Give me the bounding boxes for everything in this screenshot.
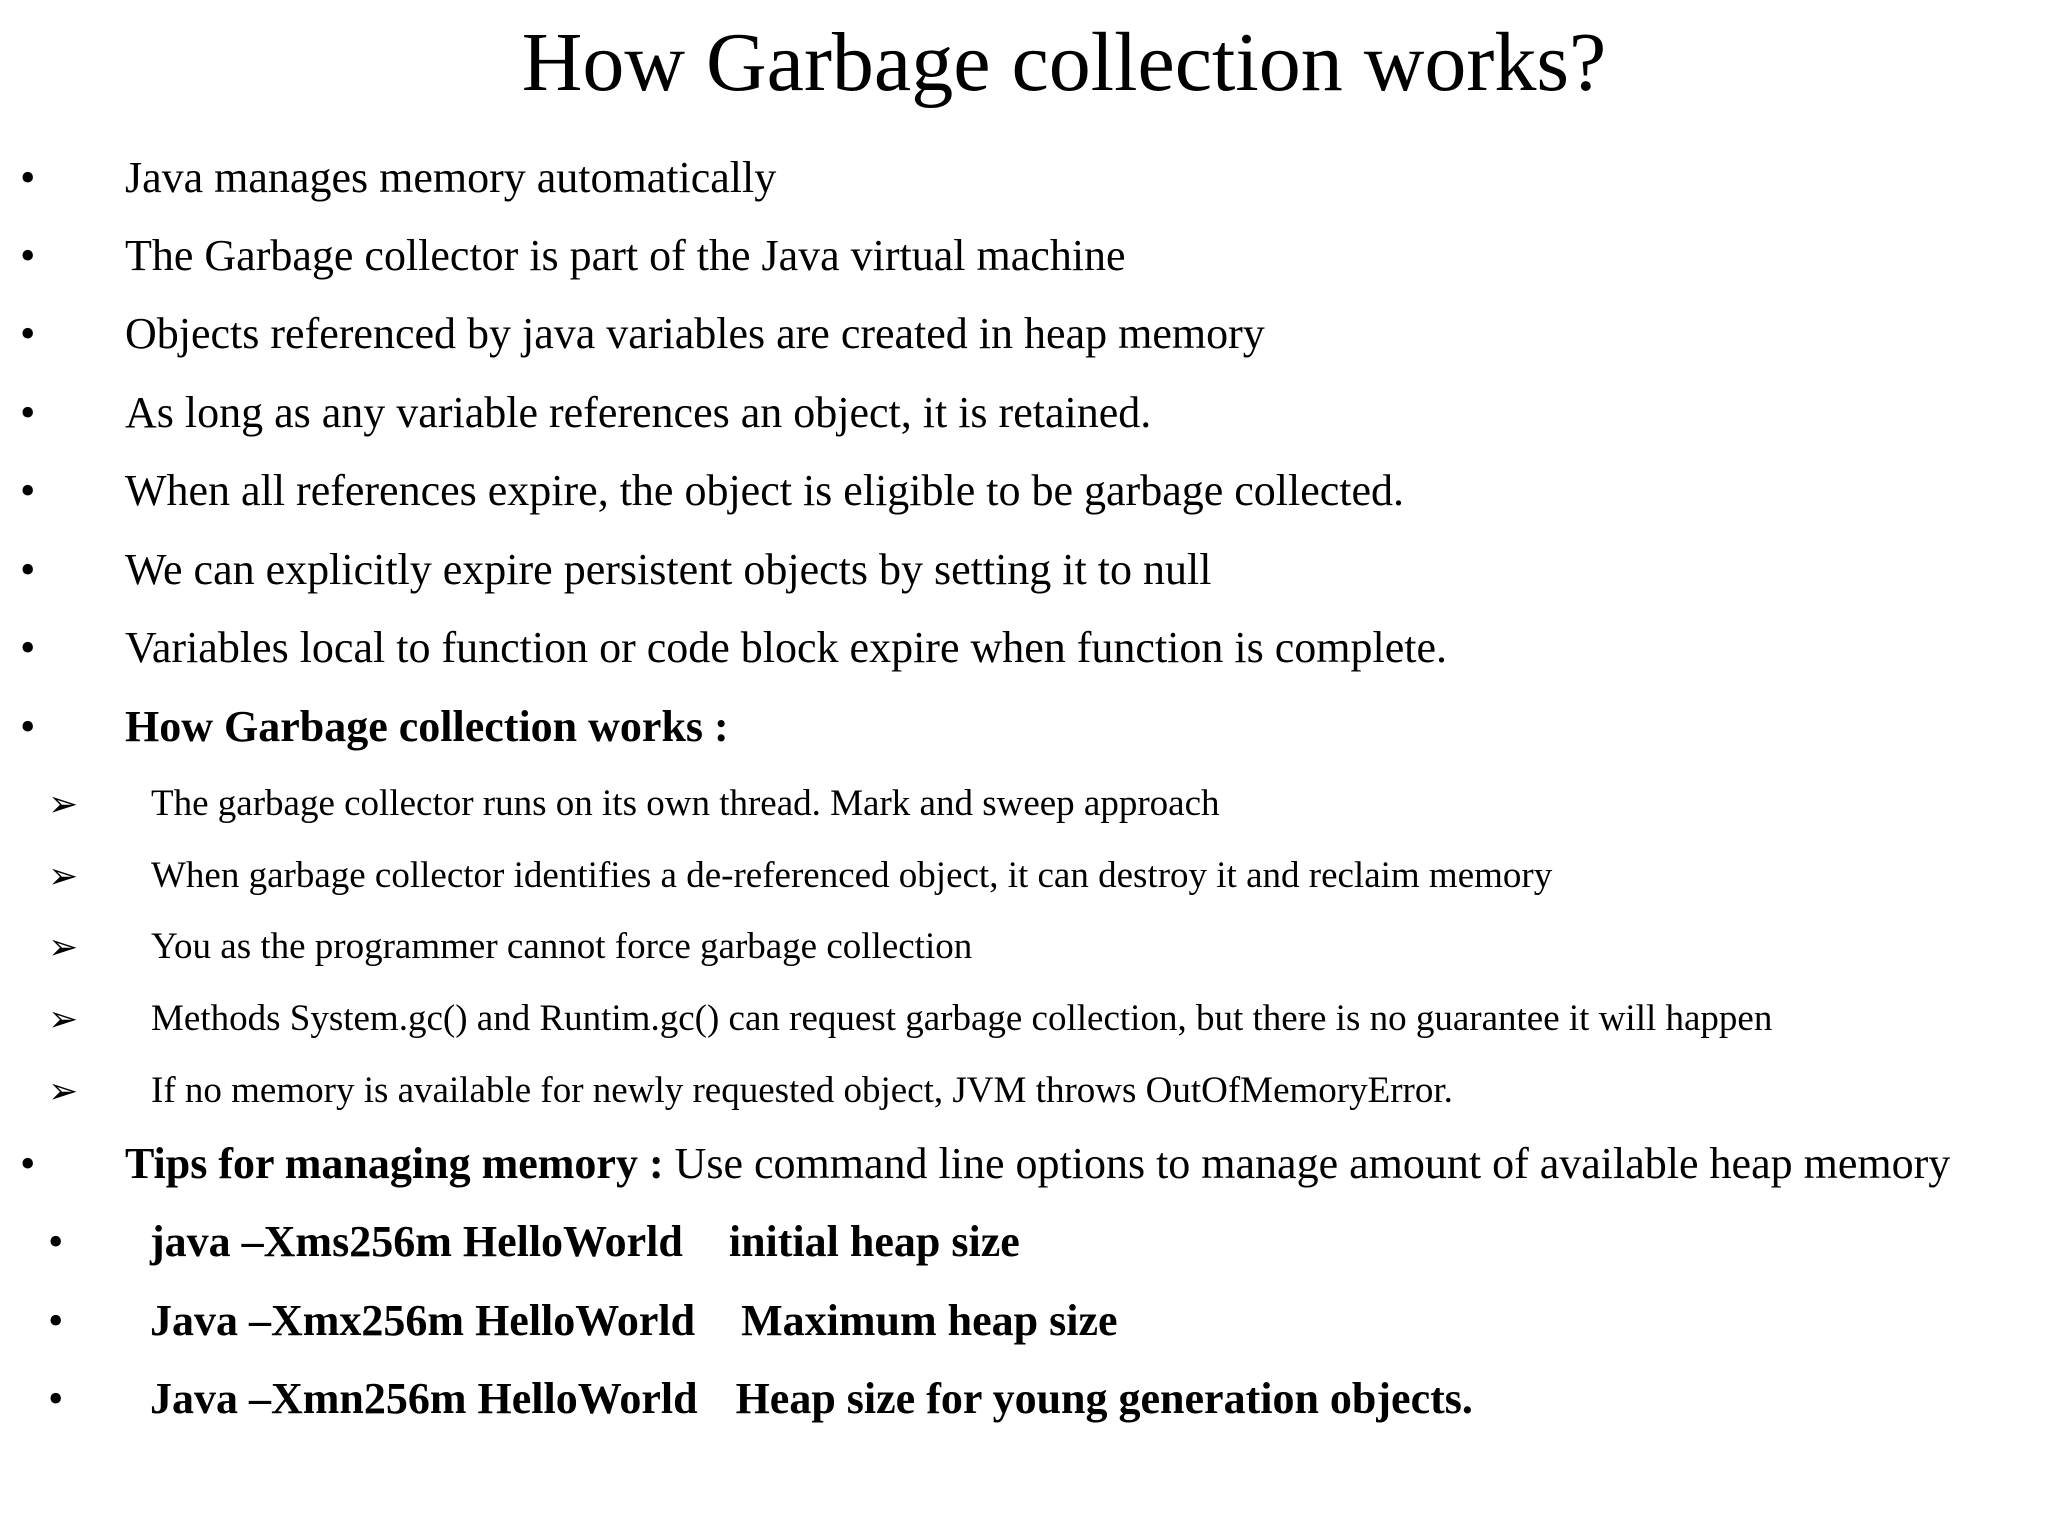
bullet-icon: • <box>20 388 36 437</box>
bullet-icon: • <box>20 153 36 202</box>
sub-bullet-text: The garbage collector runs on its own thread. Mark and sweep approach <box>151 783 1220 824</box>
bullet-text: Variables local to function or code block expire when function is complete. <box>125 623 1448 672</box>
bullet-text: When all references expire, the object is eligible to be garbage collected. <box>125 466 1405 515</box>
command-text: Java –Xmx256m HelloWorld <box>150 1296 696 1345</box>
bullet-icon: • <box>20 623 36 672</box>
arrow-bullet-icon: ➢ <box>48 999 79 1039</box>
bullet-icon: • <box>20 1139 36 1188</box>
sub-bullet-text: You as the programmer cannot force garbage collection <box>151 926 973 967</box>
arrow-bullet-icon: ➢ <box>48 1071 79 1111</box>
tips-line <box>125 1134 1950 1194</box>
bullet-icon: • <box>20 545 36 594</box>
bullet-icon: • <box>48 1374 64 1423</box>
command-text: Java –Xmn256m HelloWorld <box>150 1374 698 1423</box>
sub-bullet-text: If no memory is available for newly requested object, JVM throws OutOfMemoryError. <box>151 1070 1453 1111</box>
command-line <box>150 1369 1473 1429</box>
sub-bullet-text: When garbage collector identifies a de-referenced object, it can destroy it and reclaim memory <box>151 855 1553 896</box>
bullet-icon: • <box>48 1296 64 1345</box>
bullet-text: Java manages memory automatically <box>125 153 777 202</box>
bullet-icon: • <box>48 1217 64 1266</box>
bullet-text: The Garbage collector is part of the Java virtual machine <box>125 231 1126 280</box>
arrow-bullet-icon: ➢ <box>48 784 79 824</box>
bullet-icon: • <box>20 309 36 358</box>
command-description: initial heap size <box>728 1217 1020 1266</box>
arrow-bullet-icon: ➢ <box>48 856 79 896</box>
command-description: Maximum heap size <box>741 1296 1118 1345</box>
bullet-text: We can explicitly expire persistent objects by setting it to null <box>125 545 1212 594</box>
bullet-text: Objects referenced by java variables are created in heap memory <box>125 309 1265 358</box>
tips-label: Tips for managing memory : <box>125 1139 664 1188</box>
sub-bullet-text: Methods System.gc() and Runtim.gc() can request garbage collection, but there is no guarantee it will happen <box>151 998 1773 1039</box>
slide-title: How Garbage collection works? <box>521 16 1607 109</box>
bullet-icon: • <box>20 702 36 751</box>
bullet-icon: • <box>20 231 36 280</box>
command-line <box>150 1212 1020 1272</box>
command-description: Heap size for young generation objects. <box>735 1374 1473 1423</box>
arrow-bullet-icon: ➢ <box>48 927 79 967</box>
bullet-text: As long as any variable references an object, it is retained. <box>125 388 1152 437</box>
bullet-icon: • <box>20 466 36 515</box>
command-line <box>150 1291 1118 1351</box>
heading-text: How Garbage collection works : <box>125 702 729 751</box>
tips-text: Use command line options to manage amount of available heap memory <box>663 1139 1951 1188</box>
command-text: java –Xms256m HelloWorld <box>150 1217 683 1266</box>
